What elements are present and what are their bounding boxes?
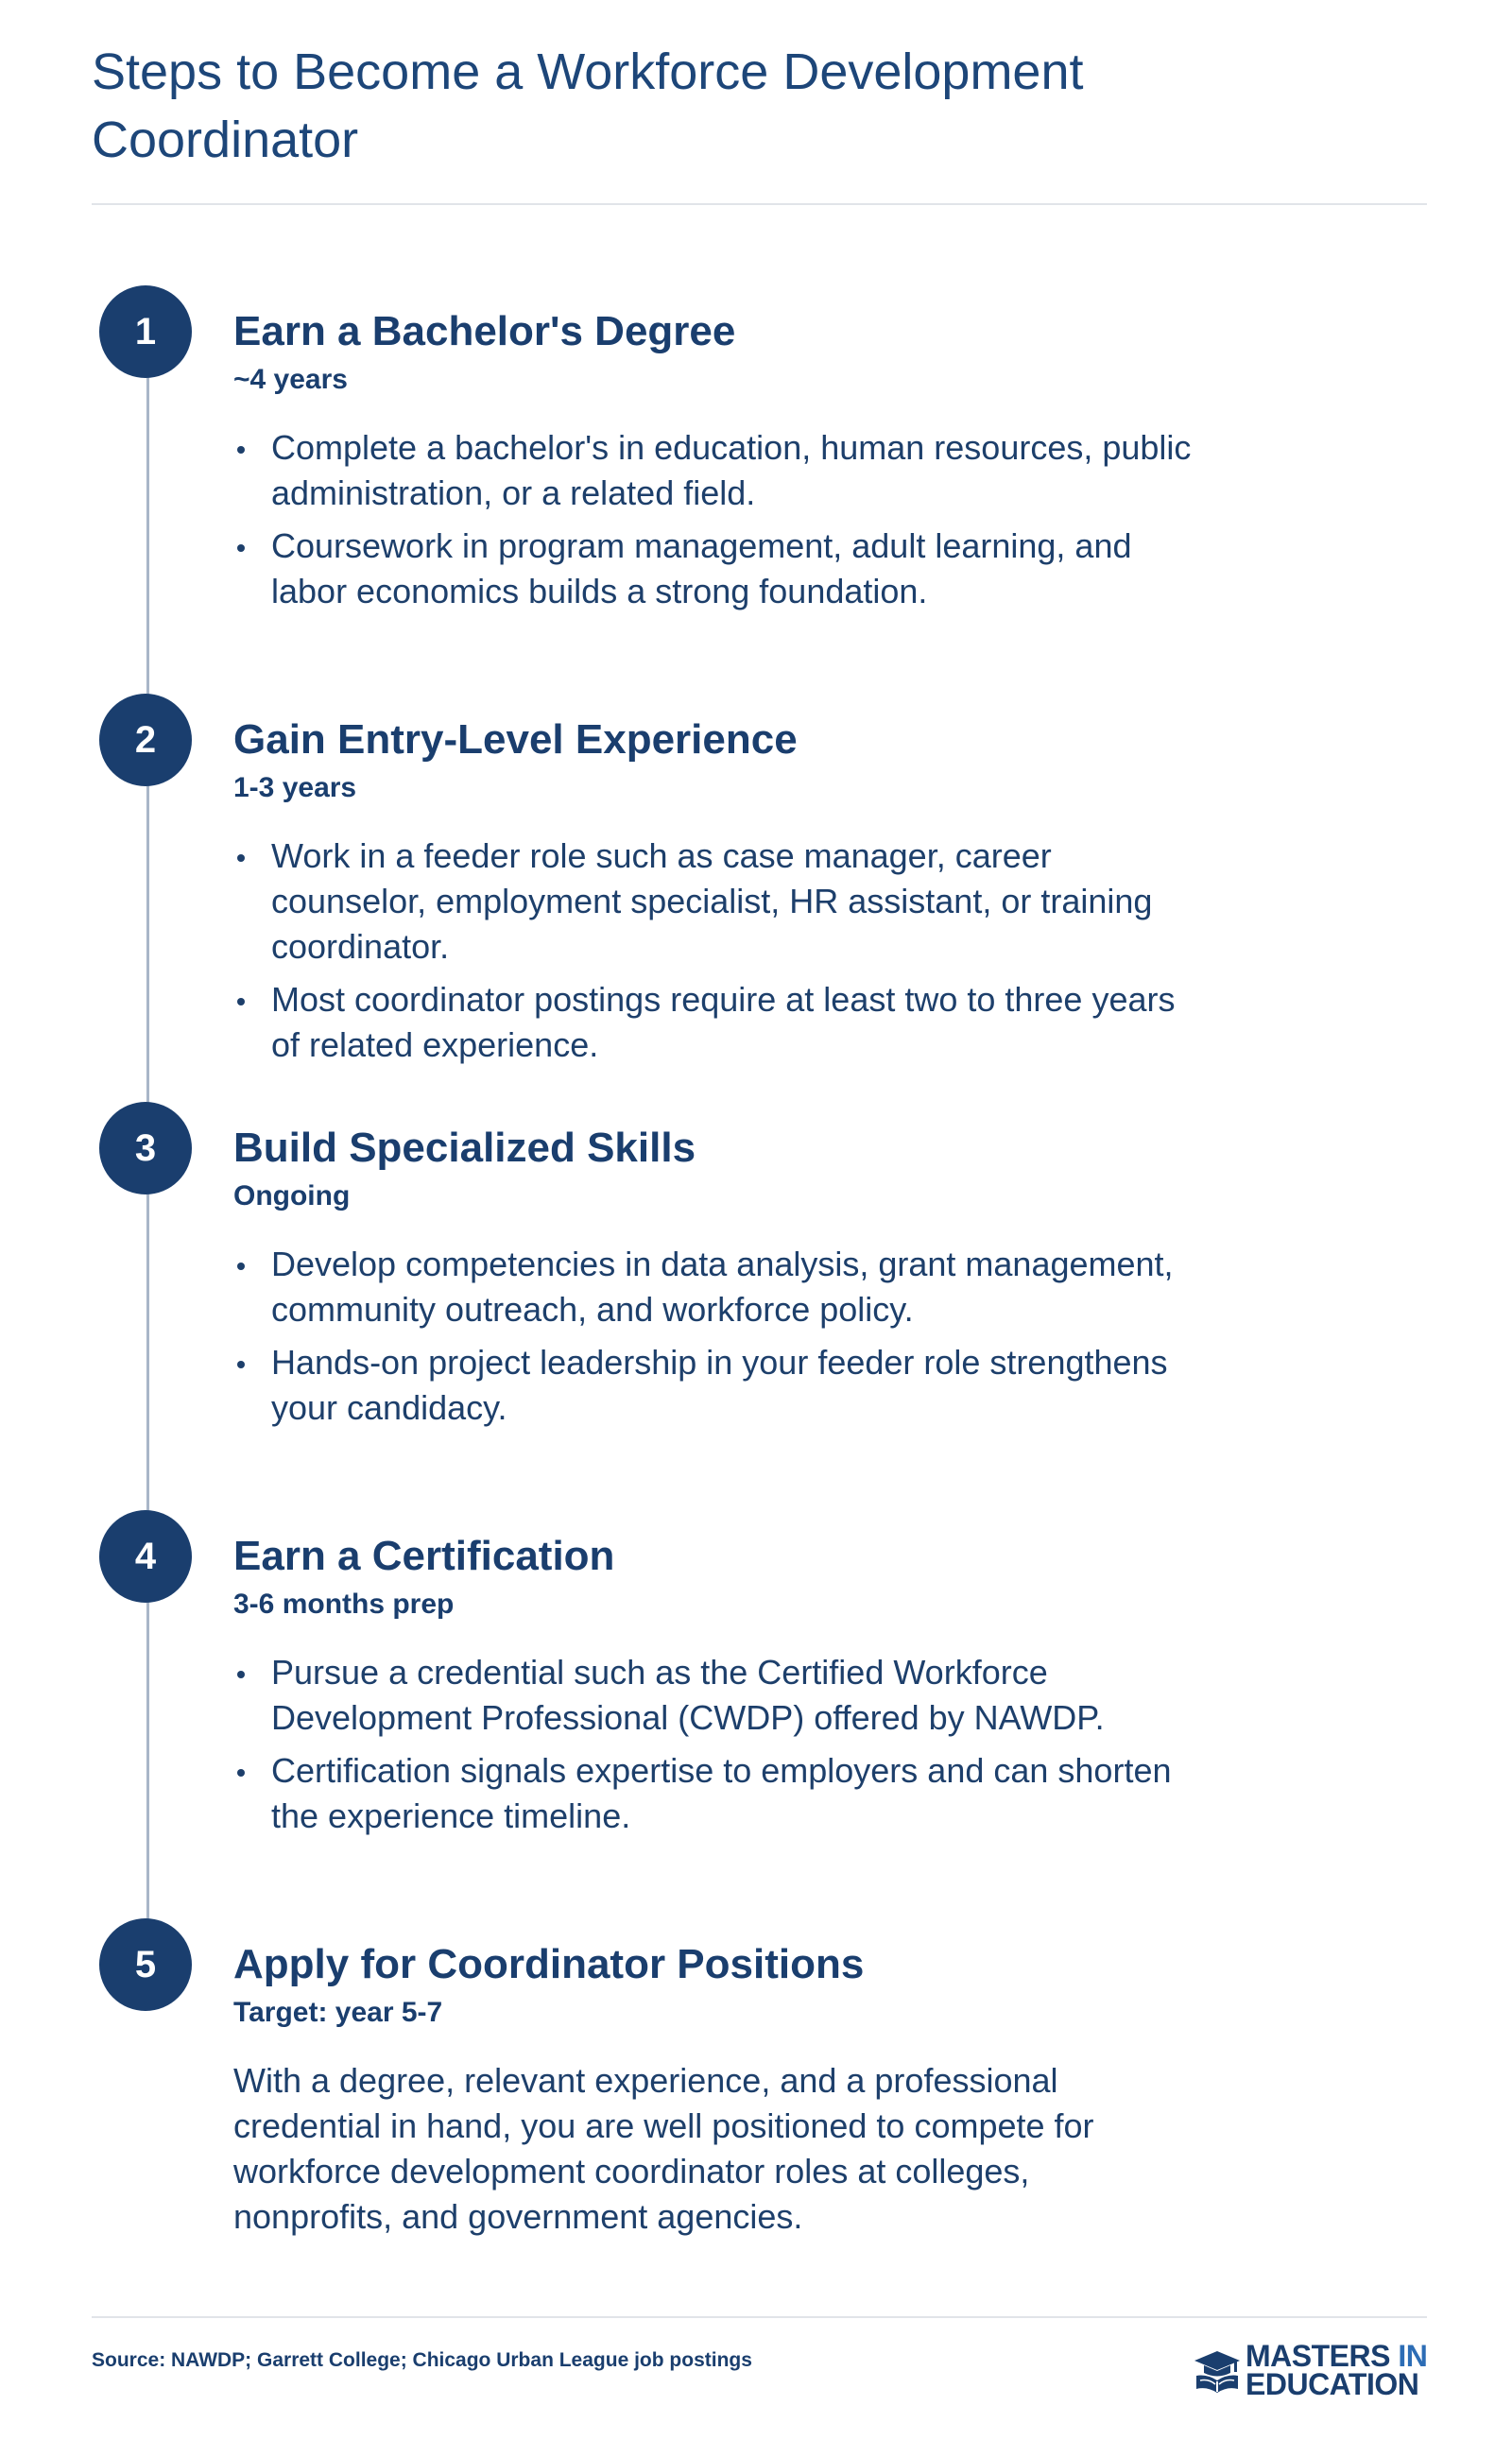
bullet-item: Coursework in program management, adult learning, and labor economics builds a strong foundation. xyxy=(233,524,1207,614)
logo-wordmark xyxy=(1246,2339,1428,2401)
step-content xyxy=(233,306,1235,622)
step-bullets xyxy=(233,833,1235,1068)
source-note: Source: NAWDP; Garrett College; Chicago Urban League job postings xyxy=(92,2349,752,2371)
step-number-badge: 1 xyxy=(99,285,192,378)
step-title: Gain Entry-Level Experience xyxy=(233,716,798,763)
masters-in-education-logo xyxy=(1193,2339,1429,2408)
step-bullets xyxy=(233,425,1235,614)
logo-text-masters: MASTERS xyxy=(1246,2339,1399,2373)
step-number-badge: 3 xyxy=(99,1102,192,1194)
page-title: Steps to Become a Workforce Development Coordinator xyxy=(92,43,1084,168)
bullet-item: Complete a bachelor's in education, human resources, public administration, or a related field. xyxy=(233,425,1207,516)
step-title: Apply for Coordinator Positions xyxy=(233,1941,865,1987)
bullet-item: Hands-on project leadership in your feeder role strengthens your candidacy. xyxy=(233,1340,1207,1431)
bullet-item: Work in a feeder role such as case manager, career counselor, employment specialist, HR assistant, or training coordinator. xyxy=(233,833,1207,970)
step-bullets xyxy=(233,1650,1235,1839)
step-duration: 3-6 months prep xyxy=(233,1589,455,1620)
step-paragraph: With a degree, relevant experience, and a professional credential in hand, you are well positioned to compete for workforce development coordinator roles at colleges, nonprofits, and government agencies. xyxy=(233,2061,1094,2236)
step-content xyxy=(233,1123,1235,1438)
logo-text-in: IN xyxy=(1398,2339,1428,2373)
step-duration: ~4 years xyxy=(233,364,348,395)
footer-divider xyxy=(92,2316,1427,2318)
step-number-badge: 4 xyxy=(99,1510,192,1603)
logo-text-education: EDUCATION xyxy=(1246,2367,1419,2401)
step-content xyxy=(233,1531,1235,1847)
step-content xyxy=(233,714,1235,1075)
bullet-item: Most coordinator postings require at least two to three years of related experience. xyxy=(233,977,1207,1068)
step-title: Earn a Bachelor's Degree xyxy=(233,308,736,354)
bullet-item: Certification signals expertise to employers and can shorten the experience timeline. xyxy=(233,1748,1207,1839)
step-title: Build Specialized Skills xyxy=(233,1125,696,1171)
step-duration: 1-3 years xyxy=(233,772,357,803)
bullet-item: Pursue a credential such as the Certified Workforce Development Professional (CWDP) offered by NAWDP. xyxy=(233,1650,1207,1741)
graduation-cap-book-icon xyxy=(1193,2347,1242,2397)
header-divider xyxy=(92,203,1427,205)
step-duration: Target: year 5-7 xyxy=(233,1997,443,2028)
step-number-badge: 5 xyxy=(99,1918,192,2011)
step-duration: Ongoing xyxy=(233,1180,351,1211)
bullet-item: Develop competencies in data analysis, grant management, community outreach, and workforce policy. xyxy=(233,1242,1207,1332)
step-bullets xyxy=(233,1242,1235,1431)
step-number-badge: 2 xyxy=(99,694,192,786)
step-content xyxy=(233,1939,1235,2240)
step-title: Earn a Certification xyxy=(233,1533,615,1579)
